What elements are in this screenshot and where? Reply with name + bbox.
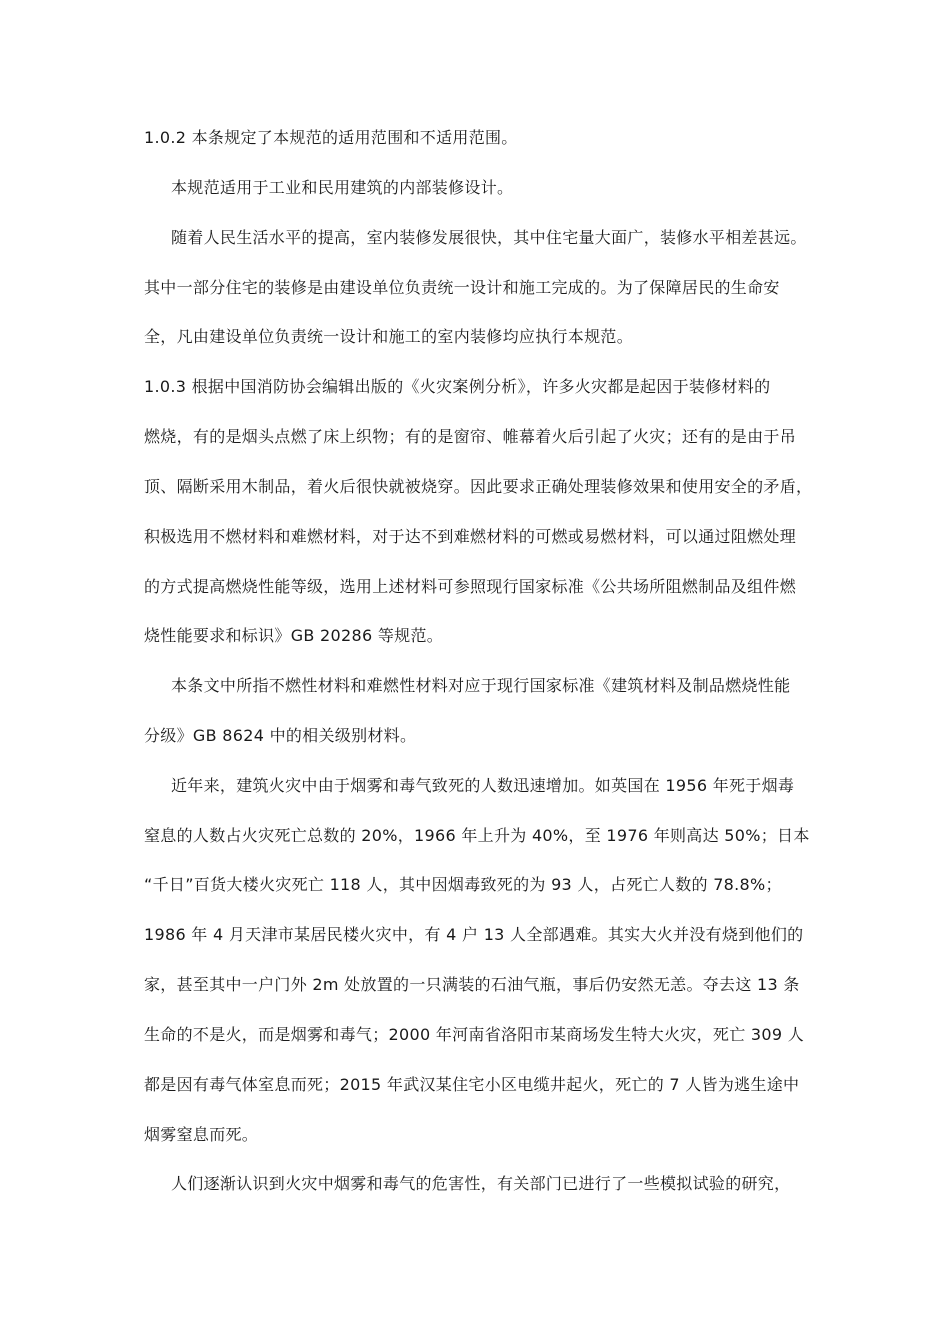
text-line: “千日”百货大楼火灾死亡 118 人，其中因烟毒致死的为 93 人，占死亡人数的 78.8%； — [144, 875, 782, 894]
text-line: 1.0.3 根据中国消防协会编辑出版的《火灾案例分析》，许多火灾都是起因于装修材料的 — [144, 377, 771, 396]
text-line: 人们逐渐认识到火灾中烟雾和毒气的危害性，有关部门已进行了一些模拟试验的研究， — [171, 1174, 791, 1193]
text-line: 都是因有毒气体室息而死；2015 年武汉某住宅小区电缆井起火，死亡的 7 人皆为逃生途中 — [144, 1075, 800, 1094]
text-line: 本规范适用于工业和民用建筑的内部装修设计。 — [171, 178, 514, 197]
text-line: 1.0.2 本条规定了本规范的适用范围和不适用范围。 — [144, 128, 518, 147]
text-line: 分级》GB 8624 中的相关级别材料。 — [144, 726, 417, 745]
text-line: 生命的不是火，而是烟雾和毒气；2000 年河南省洛阳市某商场发生特大火灾，死亡 309 人 — [144, 1025, 805, 1044]
text-line: 烧性能要求和标识》GB 20286 等规范。 — [144, 626, 444, 645]
text-line: 的方式提高燃烧性能等级，选用上述材料可参照现行国家标准《公共场所阻燃制品及组件燃 — [144, 577, 797, 596]
text-line: 燃烧，有的是烟头点燃了床上织物；有的是窗帘、帷幕着火后引起了火灾；还有的是由于吊 — [144, 427, 797, 446]
text-line: 1986 年 4 月天津市某居民楼火灾中，有 4 户 13 人全部遇难。其实大火并没有烧到他们的 — [144, 925, 804, 944]
text-line: 顶、隔断采用木制品，着火后很快就被烧穿。因此要求正确处理装修效果和使用安全的矛盾， — [144, 477, 813, 496]
text-line: 其中一部分住宅的装修是由建设单位负责统一设计和施工完成的。为了保障居民的生命安 — [144, 278, 780, 297]
text-line: 烟雾窒息而死。 — [144, 1125, 259, 1144]
text-line: 近年来，建筑火灾中由于烟雾和毒气致死的人数迅速增加。如英国在 1956 年死于烟毒 — [171, 776, 795, 795]
text-line: 窒息的人数占火灾死亡总数的 20%，1966 年上升为 40%，至 1976 年则高达 50%；日本 — [144, 826, 810, 845]
text-line: 随着人民生活水平的提高，室内装修发展很快，其中住宅量大面广，装修水平相差甚远。 — [171, 228, 807, 247]
text-line: 积极选用不燃材料和难燃材料，对于达不到难燃材料的可燃或易燃材料，可以通过阻燃处理 — [144, 527, 797, 546]
text-line: 本条文中所指不燃性材料和难燃性材料对应于现行国家标准《建筑材料及制品燃烧性能 — [171, 676, 791, 695]
text-line: 家，甚至其中一户门外 2m 处放置的一只满装的石油气瓶，事后仍安然无恙。夺去这 13 条 — [144, 975, 800, 994]
text-line: 全，凡由建设单位负责统一设计和施工的室内装修均应执行本规范。 — [144, 327, 634, 346]
